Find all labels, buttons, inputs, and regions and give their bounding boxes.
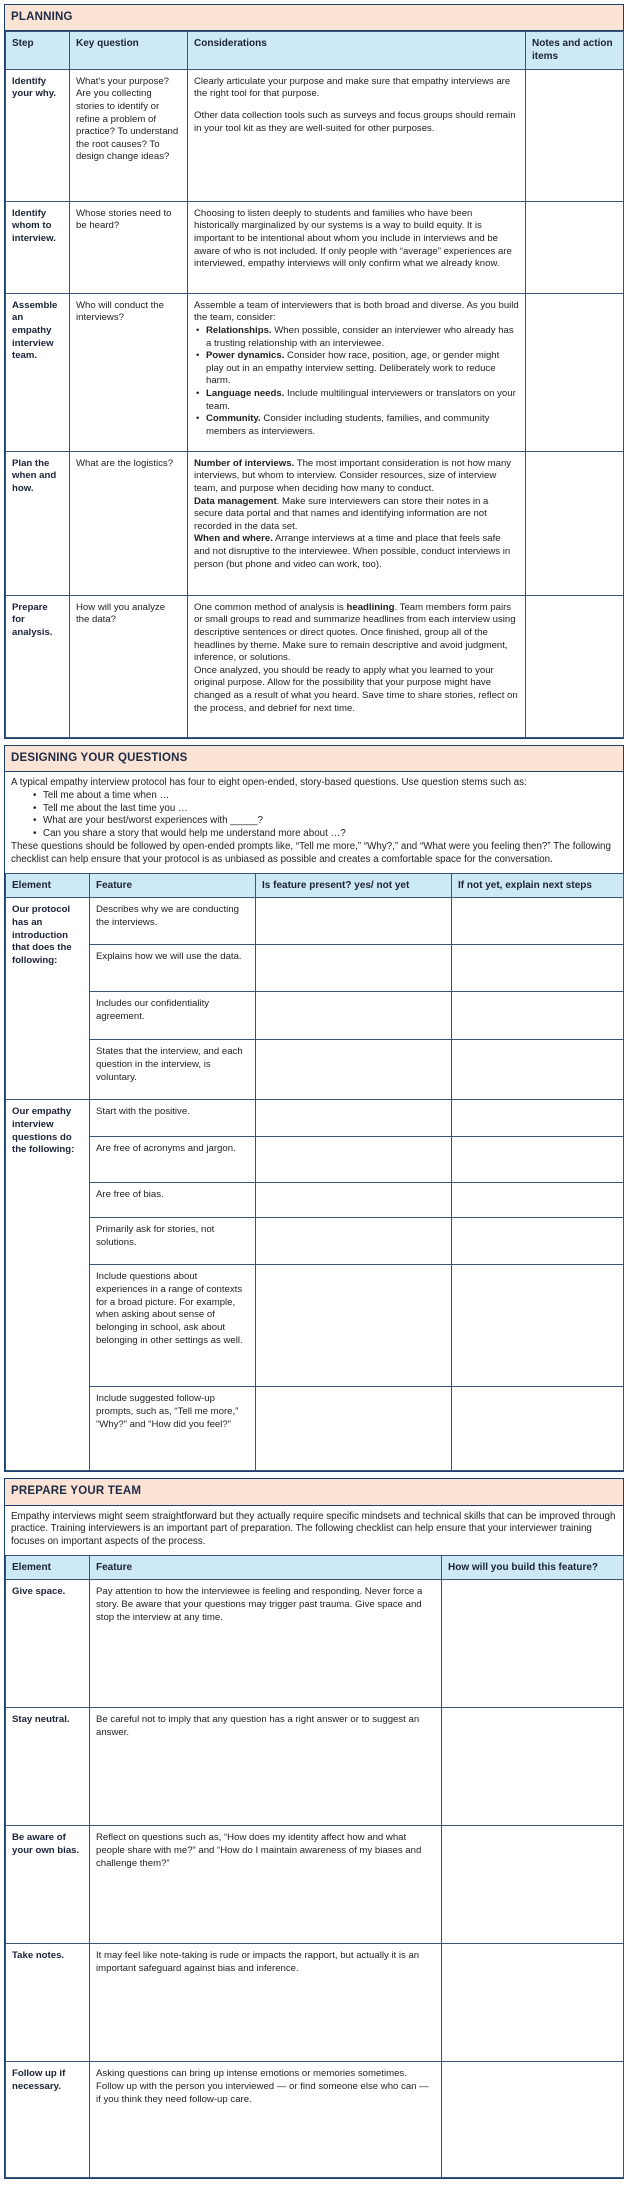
build-cell[interactable] [442,2062,624,2178]
designing-feature: Are free of acronyms and jargon. [90,1137,256,1183]
planning-considerations [188,201,526,293]
intro-text: These questions should be followed by open-ended prompts like, “Tell me more,” “Why?,” and “What were you feeling then?” The following checklist can help ensure that your protocol is as unbiased as possible and creates a comfortable space for the conversation. [11,841,611,866]
table-row [6,1137,624,1183]
table-row [6,945,624,992]
table-row [6,898,624,945]
planning-step: Identify whom to interview. [6,201,70,293]
team-feature: Reflect on questions such as, “How does my identity affect how and what people share with me?” and “How do I maintain awareness of my biases and challenge them?” [90,1826,442,1944]
planning-row [6,451,624,595]
planning-notes-cell[interactable] [526,595,624,737]
designing-feature: States that the interview, and each question in the interview, is voluntary. [90,1040,256,1100]
designing-element: Our protocol has an introduction that does the following: [6,898,90,1100]
planning-header-question: Key question [70,32,188,69]
next-steps-cell[interactable] [452,1137,624,1183]
team-title: PREPARE YOUR TEAM [5,1479,623,1505]
team-element: Take notes. [6,1944,90,2062]
planning-notes-cell[interactable] [526,201,624,293]
build-cell[interactable] [442,1580,624,1708]
next-steps-cell[interactable] [452,1218,624,1265]
team-intro [5,1506,623,1556]
designing-element: Our empathy interview questions do the following: [6,1100,90,1471]
designing-feature: Include questions about experiences in a range of contexts for a broad picture. For example, when asking about sense of belonging in school, ask about belonging in other settings as well. [90,1265,256,1387]
team-section [4,1478,624,2179]
designing-section [4,745,624,1473]
designing-title: DESIGNING YOUR QUESTIONS [5,746,623,772]
present-cell[interactable] [256,1040,452,1100]
planning-considerations [188,69,526,201]
table-row [6,1218,624,1265]
considerations-text: When and where. Arrange interviews at a time and place that feels safe and not disruptive to the interviewee. When possible, conduct interviews in person (but phone and video can work, too). [194,533,511,570]
planning-row [6,69,624,201]
planning-header-notes: Notes and action items [526,32,624,69]
list-item: • What are your best/worst experiences with _____? [33,815,617,828]
considerations-text: Clearly articulate your purpose and make sure that empathy interviews are the right tool for that purpose. [194,75,511,100]
considerations-list [194,325,519,439]
build-cell[interactable] [442,1944,624,2062]
table-row [6,1826,624,1944]
team-feature: Asking questions can bring up intense emotions or memories sometimes. Follow up with the person you interviewed — or find someone else who can — if you think they need follow-up care. [90,2062,442,2178]
planning-header-considerations: Considerations [188,32,526,69]
considerations-text: Assemble a team of interviewers that is both broad and diverse. As you build the team, consider: [194,299,519,324]
designing-intro [5,772,623,873]
designing-feature: Describes why we are conducting the interviews. [90,898,256,945]
next-steps-cell[interactable] [452,1040,624,1100]
next-steps-cell[interactable] [452,1183,624,1218]
team-feature: It may feel like note-taking is rude or impacts the rapport, but actually it is an important safeguard against bias and inference. [90,1944,442,2062]
next-steps-cell[interactable] [452,1100,624,1137]
planning-question: How will you analyze the data? [70,595,188,737]
planning-notes-cell[interactable] [526,451,624,595]
table-row [6,1708,624,1826]
team-header-feature: Feature [90,1556,442,1580]
planning-section [4,4,624,739]
next-steps-cell[interactable] [452,1265,624,1387]
present-cell[interactable] [256,1387,452,1471]
build-cell[interactable] [442,1708,624,1826]
next-steps-cell[interactable] [452,898,624,945]
planning-considerations [188,451,526,595]
designing-table [5,873,624,1471]
team-header-row [6,1556,624,1580]
team-element: Follow up if necessary. [6,2062,90,2178]
planning-notes-cell[interactable] [526,293,624,451]
team-table [5,1555,624,2178]
present-cell[interactable] [256,992,452,1040]
table-row [6,1944,624,2062]
list-item: • Tell me about a time when … [33,790,617,803]
planning-question: What's your purpose? Are you collecting stories to identify or refine a problem of practice? To understand the root causes? To design change ideas? [70,69,188,201]
team-feature: Be careful not to imply that any question has a right answer or to suggest an answer. [90,1708,442,1826]
planning-step: Prepare for analysis. [6,595,70,737]
team-element: Give space. [6,1580,90,1708]
planning-header-row [6,32,624,69]
present-cell[interactable] [256,1100,452,1137]
team-header-build: How will you build this feature? [442,1556,624,1580]
present-cell[interactable] [256,898,452,945]
table-row [6,1387,624,1471]
team-header-element: Element [6,1556,90,1580]
planning-table [5,31,624,737]
planning-step: Plan the when and how. [6,451,70,595]
planning-header-step: Step [6,32,70,69]
designing-feature: Include suggested follow-up prompts, such as, “Tell me more,” “Why?” and “How did you feel?” [90,1387,256,1471]
considerations-text: Once analyzed, you should be ready to apply what you learned to your original purpose. Allow for the possibility that your purpose might have changed as a result of what you heard. Save time to share stories, reflect on the process, and debrief for next time. [194,664,518,714]
team-element: Be aware of your own bias. [6,1826,90,1944]
considerations-text: Data management. Make sure interviewers can store their notes in a secure data portal and that names and identifying information are not recorded in the data set. [194,495,489,532]
considerations-text: Number of interviews. The most important consideration is not how many interviews, but whom to interview. Consider resources, size of interview team, and purpose when deciding how many to conduct. [194,457,512,494]
planning-considerations [188,293,526,451]
designing-header-feature: Feature [90,874,256,898]
table-row [6,1265,624,1387]
planning-question: Whose stories need to be heard? [70,201,188,293]
list-item: • Tell me about the last time you … [33,803,617,816]
table-row [6,1040,624,1100]
planning-question: What are the logistics? [70,451,188,595]
table-row [6,1580,624,1708]
considerations-text: Choosing to listen deeply to students and families who have been historically marginalized by our systems is a way to build equity. It is important to be intentional about whom you include in interviews and be aware of who is not included. If only people with “average” experiences are interviewed, empathy interviews will only confirm what we already know. [194,207,512,270]
list-item: • Language needs. Include multilingual interviewers or translators on your team. [194,388,519,413]
table-row [6,992,624,1040]
present-cell[interactable] [256,1218,452,1265]
planning-row [6,293,624,451]
table-row [6,1183,624,1218]
designing-feature: Start with the positive. [90,1100,256,1137]
present-cell[interactable] [256,1137,452,1183]
designing-feature: Explains how we will use the data. [90,945,256,992]
intro-text: Empathy interviews might seem straightforward but they actually require specific mindsets and technical skills that can be improved through practice. Training interviewers is an important part of preparation. The following checklist can help ensure that your interviewer training focuses on important aspects of the process. [11,1510,616,1548]
considerations-text: Other data collection tools such as surveys and focus groups should remain in your tool kit as they are well-suited for other purposes. [194,109,516,134]
planning-question: Who will conduct the interviews? [70,293,188,451]
question-stems-list [11,790,617,842]
designing-feature: Are free of bias. [90,1183,256,1218]
planning-title: PLANNING [5,5,623,31]
next-steps-cell[interactable] [452,945,624,992]
designing-feature: Primarily ask for stories, not solutions. [90,1218,256,1265]
list-item: • Power dynamics. Consider how race, position, age, or gender might play out in an empathy interview setting. Deliberately work to reduce harm. [194,350,519,388]
present-cell[interactable] [256,945,452,992]
planning-row [6,201,624,293]
list-item: • Relationships. When possible, consider an interviewer who already has a trusting relationship with an interviewee. [194,325,519,350]
next-steps-cell[interactable] [452,992,624,1040]
table-row [6,1100,624,1137]
planning-row [6,595,624,737]
designing-header-row [6,874,624,898]
present-cell[interactable] [256,1183,452,1218]
present-cell[interactable] [256,1265,452,1387]
planning-notes-cell[interactable] [526,69,624,201]
designing-header-element: Element [6,874,90,898]
team-feature: Pay attention to how the interviewee is feeling and responding. Never force a story. Be aware that your questions may trigger past trauma. Give space and stop the interview at any time. [90,1580,442,1708]
designing-header-present: Is feature present? yes/ not yet [256,874,452,898]
planning-step: Identify your why. [6,69,70,201]
designing-feature: Includes our confidentiality agreement. [90,992,256,1040]
build-cell[interactable] [442,1826,624,1944]
planning-step: Assemble an empathy interview team. [6,293,70,451]
table-row [6,2062,624,2178]
considerations-text: One common method of analysis is headlining. Team members form pairs or small groups to read and summarize headlines from each interview using descriptive sentences or direct quotes. Once finished, group all of the headlines by theme. Make sure to remain descriptive and avoid judgment, inference, or solutions. [194,601,516,664]
intro-text: A typical empathy interview protocol has four to eight open-ended, story-based questions. Use question stems such as: [11,776,527,788]
planning-considerations [188,595,526,737]
list-item: • Community. Consider including students, families, and community members as interviewers. [194,413,519,438]
team-element: Stay neutral. [6,1708,90,1826]
list-item: • Can you share a story that would help me understand more about …? [33,828,617,841]
designing-header-next-steps: If not yet, explain next steps [452,874,624,898]
next-steps-cell[interactable] [452,1387,624,1471]
